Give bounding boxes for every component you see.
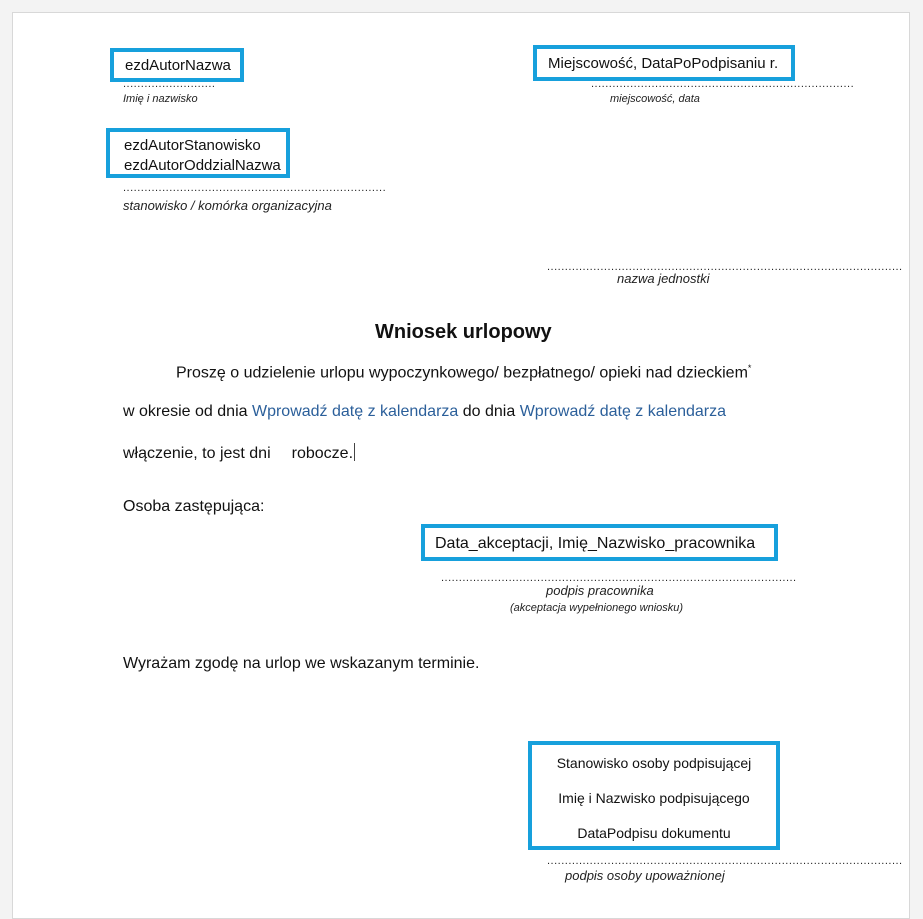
employee-signature-caption: podpis pracownika bbox=[546, 583, 654, 598]
author-position-field[interactable] bbox=[106, 128, 290, 178]
author-department-value: ezdAutorOddzialNazwa bbox=[124, 157, 281, 174]
document-title: Wniosek urlopowy bbox=[375, 321, 552, 343]
signer-position-value: Stanowisko osoby podpisującej bbox=[556, 755, 752, 771]
date-picker-to[interactable]: Wprowadź datę z kalendarza bbox=[519, 403, 727, 420]
substitute-label: Osoba zastępująca: bbox=[123, 498, 265, 515]
acceptance-field[interactable] bbox=[421, 524, 778, 561]
date-picker-from[interactable]: Wprowadź datę z kalendarza bbox=[251, 403, 459, 420]
author-name-caption: Imię i nazwisko bbox=[123, 93, 198, 105]
position-caption: stanowisko / komórka organizacyjna bbox=[123, 198, 332, 213]
footnote-marker: * bbox=[747, 363, 752, 373]
position-dots: .......................................................................... bbox=[123, 182, 387, 194]
place-date-value: Miejscowość, DataPoPodpisaniu r. bbox=[548, 55, 779, 72]
document-page bbox=[12, 12, 910, 919]
author-name-value: ezdAutorNazwa bbox=[125, 57, 231, 74]
period-from-label: w okresie od dnia bbox=[123, 403, 252, 420]
authorized-signature-caption: podpis osoby upoważnionej bbox=[565, 868, 725, 883]
period-to-label: do dnia bbox=[458, 403, 520, 420]
place-date-field[interactable] bbox=[533, 45, 795, 81]
working-days-label: robocze. bbox=[291, 445, 354, 462]
unit-name-dots: .................................................................................................... bbox=[547, 261, 903, 273]
signature-date-value: DataPodpisu dokumentu bbox=[577, 825, 731, 841]
text-cursor bbox=[354, 443, 355, 461]
author-position-value: ezdAutorStanowisko bbox=[124, 137, 261, 154]
request-line-3 bbox=[123, 443, 355, 463]
employee-signature-note: (akceptacja wypełnionego wniosku) bbox=[510, 602, 684, 614]
days-label: włączenie, to jest dni bbox=[123, 445, 271, 462]
author-name-dots: .......................... bbox=[123, 78, 216, 90]
place-date-dots: .......................................................................... bbox=[591, 78, 855, 90]
author-name-field[interactable] bbox=[110, 48, 244, 82]
signer-name-value: Imię i Nazwisko podpisującego bbox=[558, 790, 750, 806]
signer-field[interactable] bbox=[528, 741, 780, 850]
consent-text: Wyrażam zgodę na urlop we wskazanym terminie. bbox=[123, 655, 480, 672]
acceptance-value: Data_akceptacji, Imię_Nazwisko_pracownika bbox=[435, 535, 756, 552]
authorized-signature-dots: .................................................................................................... bbox=[547, 855, 903, 867]
place-date-caption: miejscowość, data bbox=[610, 93, 700, 105]
request-line-1 bbox=[176, 363, 751, 382]
request-line-1-text: Proszę o udzielenie urlopu wypoczynkowego/ bezpłatnego/ opieki nad dzieckiem bbox=[176, 364, 748, 382]
request-line-2 bbox=[123, 403, 726, 421]
employee-signature-dots: .................................................................................................... bbox=[441, 572, 797, 584]
unit-name-caption: nazwa jednostki bbox=[617, 271, 710, 286]
